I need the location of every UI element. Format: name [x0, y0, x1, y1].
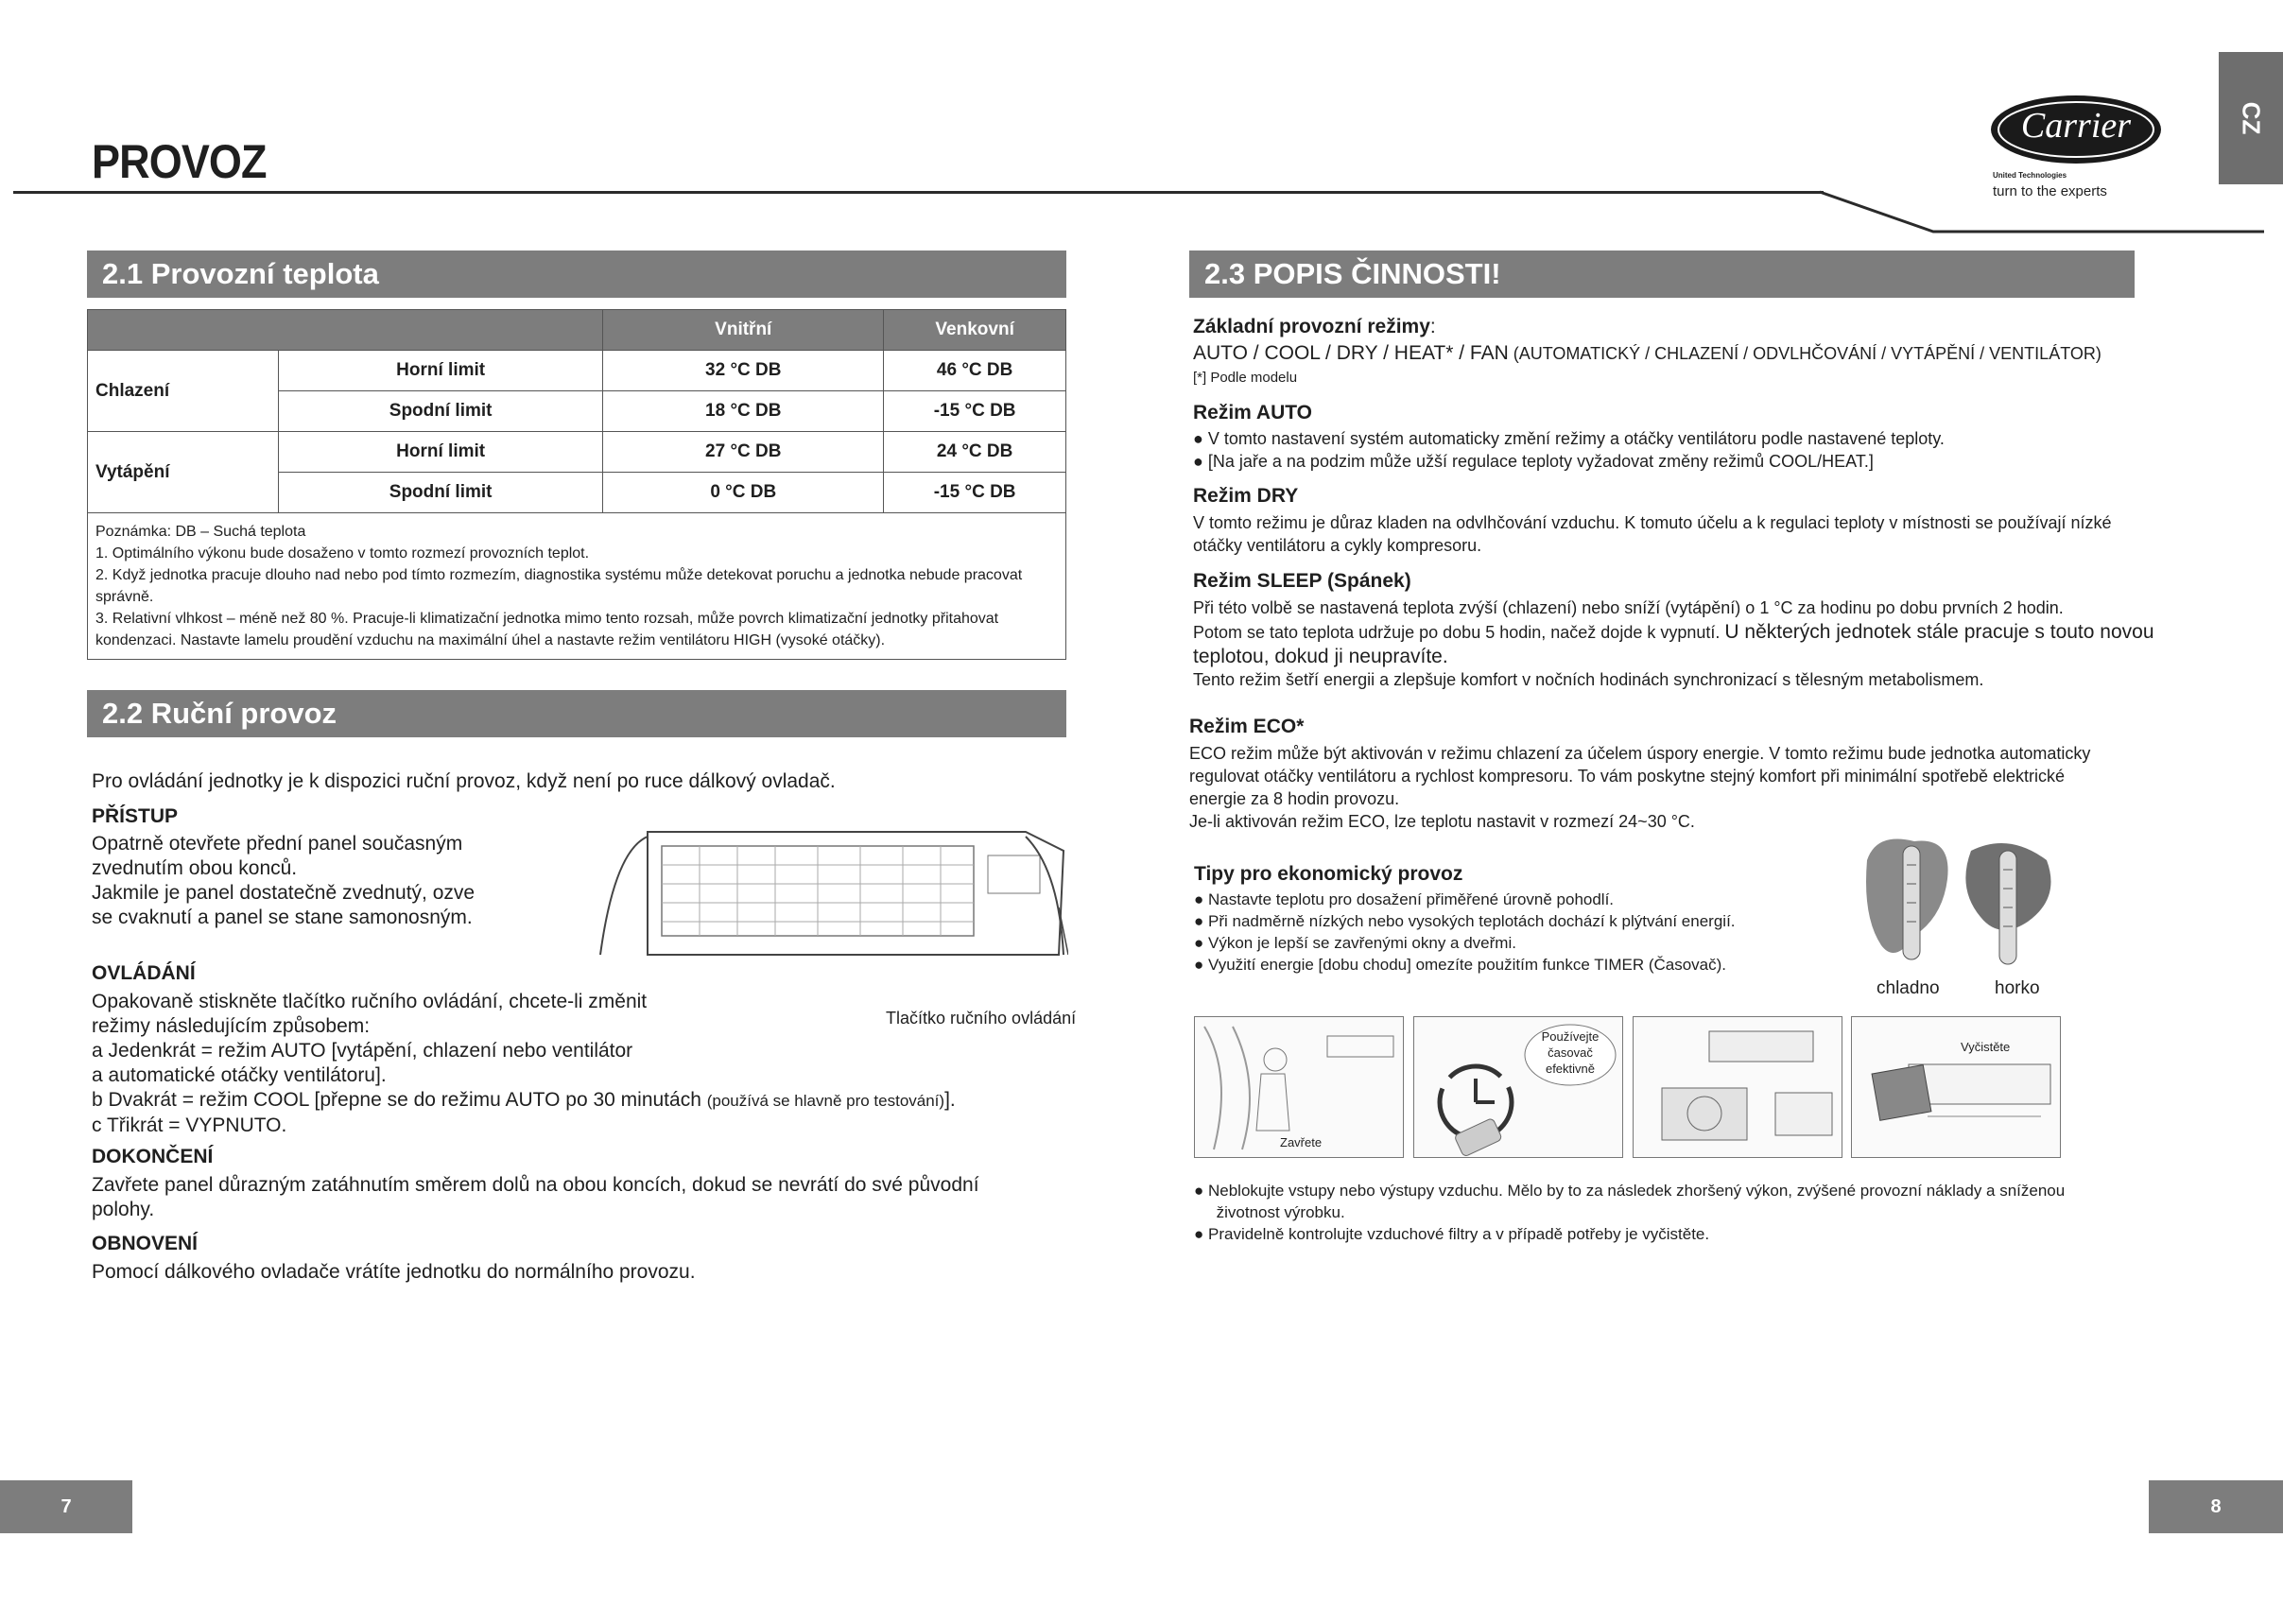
restore-text: Pomocí dálkového ovladače vrátíte jednotku do normálního provozu.: [92, 1261, 696, 1283]
row-limit: Horní limit: [279, 351, 603, 391]
logo-text: Carrier: [2020, 106, 2132, 146]
row-limit: Spodní limit: [279, 391, 603, 432]
note-line: 3. Relativní vlhkost – méně než 80 %. Pracuje-li klimatizační jednotka mimo tento rozsah, může povrch klimatizační jednotky přitahovat kondenzaci. Nastavte lamelu proudění vzduchu na maximální úhel a nastavte režim ventilátoru HIGH (vysoké otáčky).: [95, 611, 999, 648]
cell-outer: 24 °C DB: [884, 432, 1066, 473]
tip-image-clean-filter: Vyčistěte: [1851, 1016, 2061, 1158]
sleep-text: Při této volbě se nastavená teplota zvýší (chlazení) nebo sníží (vytápění) o 1 °C za hodinu po dobu prvních 2 hodin. Potom se tato teplota udržuje po dobu 5 hodin, načež dojde k vypnutí. U některých jednotek stále pracuje s touto novou teplotou, dokud ji neupravíte. Tento režim šetří energii a zlepšuje komfort v nočních hodinách synchronizací s tělesným metabolismem.: [1193, 598, 2154, 689]
row-group-heating: Vytápění: [88, 432, 279, 513]
finish-text: Zavřete panel důrazným zatáhnutím směrem dolů na obou koncích, dokud se nevrátí do své původní polohy.: [92, 1174, 979, 1220]
cell-outer: 46 °C DB: [884, 351, 1066, 391]
bottom-notes: [1194, 1180, 2065, 1245]
figure-caption: Tlačítko ručního ovládání: [886, 1009, 1077, 1028]
list-item: ● Využití energie [dobu chodu] omezíte použitím funkce TIMER (Časovač).: [1194, 956, 1727, 974]
tips-list: [1194, 889, 1736, 976]
dry-text: V tomto režimu je důraz kladen na odvlhčování vzduchu. K tomuto účelu a k regulaci teploty v místnosti se používají nízké otáčky ventilátoru a cykly kompresoru.: [1193, 513, 2112, 555]
list-item: ● Výkon je lepší se zavřenými okny a dveřmi.: [1194, 934, 1516, 952]
carrier-logo: [1985, 90, 2165, 208]
indoor-unit-illustration: [591, 813, 1068, 969]
note-line: Poznámka: DB – Suchá teplota: [95, 524, 306, 540]
operating-temp-table: [87, 309, 1066, 660]
access-text: Opatrně otevřete přední panel současným zvednutím obou konců. Jakmile je panel dostatečně zvednutý, ozve se cvaknutí a panel se stane samonosným.: [92, 833, 476, 928]
eco-text: ECO režim může být aktivován v režimu chlazení za účelem úspory energie. V tomto režimu bude jednotka automaticky regulovat otáčky ventilátoru a rychlost kompresoru. To vám poskytne stejný komfort při minimální spotřebě elektrické energie za 8 hodin provozu. Je-li aktivován režim ECO, lze teplotu nastavit v rozmezí 24~30 °C.: [1189, 744, 2091, 831]
tip-image-close-window: Zavřete: [1194, 1016, 1404, 1158]
access-title: PŘÍSTUP: [92, 805, 179, 827]
cell-inner: 27 °C DB: [603, 432, 884, 473]
cold-label: chladno: [1877, 978, 1940, 998]
logo-tagline: turn to the experts: [1993, 183, 2107, 199]
list-item: ● Pravidelně kontrolujte vzduchové filtry a v případě potřeby je vyčistěte.: [1194, 1225, 1710, 1243]
ac-units-icon: [1634, 1017, 1842, 1157]
row-limit: Horní limit: [279, 432, 603, 473]
restore-title: OBNOVENÍ: [92, 1233, 199, 1254]
table-notes: [88, 513, 1066, 660]
table-header-blank: [88, 310, 603, 351]
table-header-outer: Venkovní: [884, 310, 1066, 351]
basic-modes-title: Základní provozní režimy:: [1193, 316, 1436, 337]
page-number-right: 8: [2149, 1480, 2283, 1533]
filter-icon: [1852, 1017, 2060, 1157]
section-2-2-heading: 2.2 Ruční provoz: [87, 690, 1066, 737]
page-number-left: 7: [0, 1480, 132, 1533]
basic-modes: AUTO / COOL / DRY / HEAT* / FAN (AUTOMATICKÝ / CHLAZENÍ / ODVLHČOVÁNÍ / VYTÁPĚNÍ / VENTILÁTOR): [1193, 342, 2101, 364]
note-line: 1. Optimálního výkonu bude dosaženo v tomto rozmezí provozních teplot.: [95, 545, 590, 561]
cell-inner: 32 °C DB: [603, 351, 884, 391]
sleep-title: Režim SLEEP (Spánek): [1193, 570, 1411, 592]
section-2-1-heading: 2.1 Provozní teplota: [87, 251, 1066, 298]
list-item: životnost výrobku.: [1194, 1203, 1345, 1221]
cell-inner: 0 °C DB: [603, 473, 884, 513]
tips-title: Tipy pro ekonomický provoz: [1194, 863, 1463, 885]
control-text: Opakovaně stiskněte tlačítko ručního ovládání, chcete-li změnit režimy následujícím způsobem: a Jedenkrát = režim AUTO [vytápění, chlazení nebo ventilátor a automatické otáčky ventilátoru]. b Dvakrát = režim COOL [přepne se do režimu AUTO po 30 minutách (používá se hlavně pro testování)]. c Třikrát = VYPNUTO.: [92, 991, 956, 1136]
row-limit: Spodní limit: [279, 473, 603, 513]
note-line: 2. Když jednotka pracuje dlouho nad nebo pod tímto rozmezím, diagnostika systému může detekovat poruchu a jednotka nebude pracovat správně.: [95, 567, 1023, 605]
control-title: OVLÁDÁNÍ: [92, 962, 196, 984]
list-item: ● Nastavte teplotu pro dosažení přiměřené úrovně pohodlí.: [1194, 890, 1615, 908]
finish-title: DOKONČENÍ: [92, 1146, 214, 1167]
section-2-3-heading: 2.3 POPIS ČINNOSTI!: [1189, 251, 2135, 298]
list-item: ● Neblokujte vstupy nebo výstupy vzduchu. Mělo by to za následek zhoršený výkon, zvýšené provozní náklady a sníženou: [1194, 1182, 2066, 1200]
table-header-inner: Vnitřní: [603, 310, 884, 351]
list-item: ● Při nadměrně nízkých nebo vysokých teplotách dochází k plýtvání energií.: [1194, 912, 1736, 930]
auto-text: ● V tomto nastavení systém automaticky změní režimy a otáčky ventilátoru podle nastavené teploty. ● [Na jaře a na podzim může užší regulace teploty vyžadovat změny režimů COOL/HEAT.]: [1193, 429, 1945, 471]
cell-inner: 18 °C DB: [603, 391, 884, 432]
cell-outer: -15 °C DB: [884, 473, 1066, 513]
model-note: [*] Podle modelu: [1193, 370, 1298, 386]
tip-image-timer: Používejte časovač efektivně: [1413, 1016, 1623, 1158]
manual-intro: Pro ovládání jednotky je k dispozici ruční provoz, když není po ruce dálkový ovladač.: [92, 770, 836, 792]
cell-outer: -15 °C DB: [884, 391, 1066, 432]
thermometer-illustration: [1858, 832, 2066, 974]
hot-label: horko: [1995, 978, 2040, 998]
eco-title: Režim ECO*: [1189, 716, 1305, 737]
row-group-cooling: Chlazení: [88, 351, 279, 432]
table-row: [88, 351, 1066, 391]
dry-title: Režim DRY: [1193, 485, 1299, 507]
header-rule: [13, 191, 1824, 194]
page-title: PROVOZ: [92, 135, 267, 188]
table-row: [88, 432, 1066, 473]
tip-image-units: [1633, 1016, 1842, 1158]
language-tab: CZ: [2219, 52, 2283, 184]
auto-title: Režim AUTO: [1193, 402, 1313, 423]
logo-sub: United Technologies: [1993, 171, 2067, 180]
